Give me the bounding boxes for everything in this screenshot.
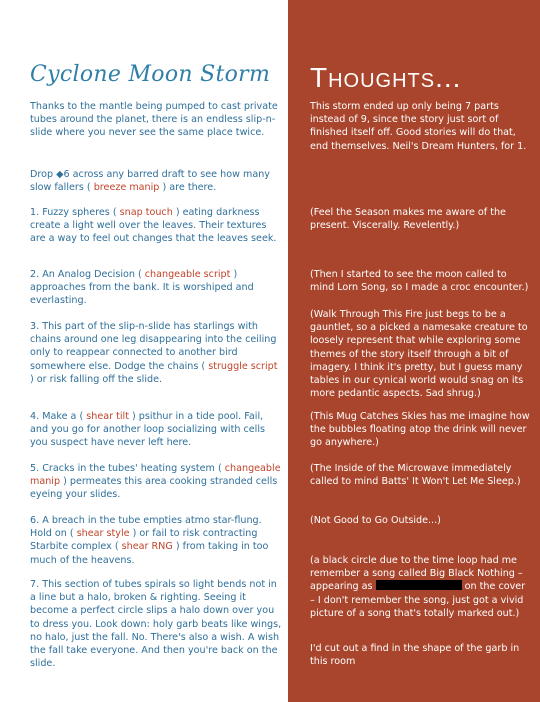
thoughts-title: Thoughts... bbox=[310, 62, 462, 93]
thought-note: (Walk Through This Fire just begs to be a gauntlet, so a picked a namesake creature to loosely represent that while exploring some themes of the story itself through a bit of imagery. I think it's pretty, but I guess many tables in our cynical world would snag on its more pedantic aspects. Sad shrug.) bbox=[310, 309, 528, 400]
item-text: 5. Cracks in the tubes' heating system ( bbox=[30, 463, 225, 474]
item-text: ) approaches from the bank. It is worshiped and everlasting. bbox=[30, 269, 254, 307]
list-item bbox=[30, 206, 282, 246]
note-text: (a black circle due to the time loop had me remember a song called Big Black Nothing – appearing as bbox=[310, 555, 523, 593]
thought-note: (The Inside of the Microwave immediately called to mind Batts' It Won't Let Me Sleep.) bbox=[310, 463, 521, 488]
item-text: ) from taking in too much of the heavens. bbox=[30, 541, 269, 566]
thought-note: (Then I started to see the moon called to mind Lorn Song, so I made a croc encounter.) bbox=[310, 269, 529, 294]
keyword: shear tilt bbox=[86, 411, 129, 422]
drop-text: Drop ◆6 across any barred draft to see how many slow fallers ( bbox=[30, 169, 270, 194]
final-note: I'd cut out a find in the shape of the garb in this room bbox=[310, 643, 520, 668]
item-text: 4. Make a ( bbox=[30, 411, 87, 422]
item-text: ) or risk falling off the slide. bbox=[30, 373, 163, 385]
thought-note: (Not Good to Go Outside...) bbox=[310, 515, 441, 526]
redaction-bar bbox=[376, 580, 462, 590]
keyword: shear style bbox=[76, 528, 130, 540]
item-text: 2. An Analog Decision ( bbox=[30, 269, 145, 280]
item-text: 3. This part of the slip-n-slide has starlings with chains around one leg disappearing into the ceiling only to reappear connected to another bird somewhere else. Dodge the chains ( bbox=[30, 321, 277, 372]
thoughts-intro: This storm ended up only being 7 parts instead of 9, since the story just sort of finished itself off. Good stories will do that, end themselves. Neil's Dream Hunters, for 1. bbox=[310, 101, 527, 152]
keyword: breeze manip bbox=[93, 182, 160, 194]
list-item bbox=[30, 462, 282, 502]
keyword: struggle script bbox=[208, 360, 278, 372]
keyword: changeable script bbox=[144, 269, 231, 280]
drop-text: ) are there. bbox=[159, 182, 217, 194]
keyword: shear RNG bbox=[121, 541, 173, 553]
item-text: ) eating darkness create a light well over the leaves. Their textures are a way to feel out changes that the leaves seek. bbox=[30, 207, 277, 245]
intro-paragraph: Thanks to the mantle being pumped to cast private tubes around the planet, there is an endless slip-n-slide where you never see the same place twice. bbox=[30, 101, 278, 139]
keyword: snap touch bbox=[119, 207, 173, 218]
item-text: 6. A breach in the tube empties atmo star-flung. Hold on ( bbox=[30, 515, 262, 540]
list-item bbox=[30, 514, 282, 567]
thought-note: (This Mug Catches Skies has me imagine how the bubbles floating atop the drink will never go anywhere.) bbox=[310, 411, 530, 449]
list-item bbox=[30, 578, 282, 670]
drop-paragraph bbox=[30, 168, 282, 194]
black-circle-note bbox=[310, 554, 532, 620]
item-text: ) or fail to risk contracting Starbite complex ( bbox=[30, 528, 258, 553]
list-item bbox=[30, 410, 282, 450]
page-title: Cyclone Moon Storm bbox=[30, 62, 271, 87]
note-text: on the cover – I don't remember the song, just got a vivid picture of a song that's totally marked out.) bbox=[310, 581, 526, 619]
keyword: changeable manip bbox=[30, 463, 281, 488]
item-text: 1. Fuzzy spheres ( bbox=[30, 207, 120, 218]
item-text: 7. This section of tubes spirals so light bends not in a line but a halo, broken & righting. Seeing it become a perfect circle slips a halo down over you to dress you. Look down: holy garb beats like wings, no halo, just the fall. No. There's also a wish. A wish the fall take everyone. And then you're back on the slide. bbox=[30, 579, 282, 670]
item-text: ) permeates this area cooking stranded cells eyeing your slides. bbox=[30, 476, 278, 501]
item-text: ) psithur in a tide pool. Fail, and you go for another loop socializing with cells you suspect have never left here. bbox=[30, 411, 265, 449]
list-item bbox=[30, 268, 282, 308]
list-item bbox=[30, 320, 282, 386]
thought-note: (Feel the Season makes me aware of the present. Viscerally. Revelently.) bbox=[310, 207, 506, 232]
